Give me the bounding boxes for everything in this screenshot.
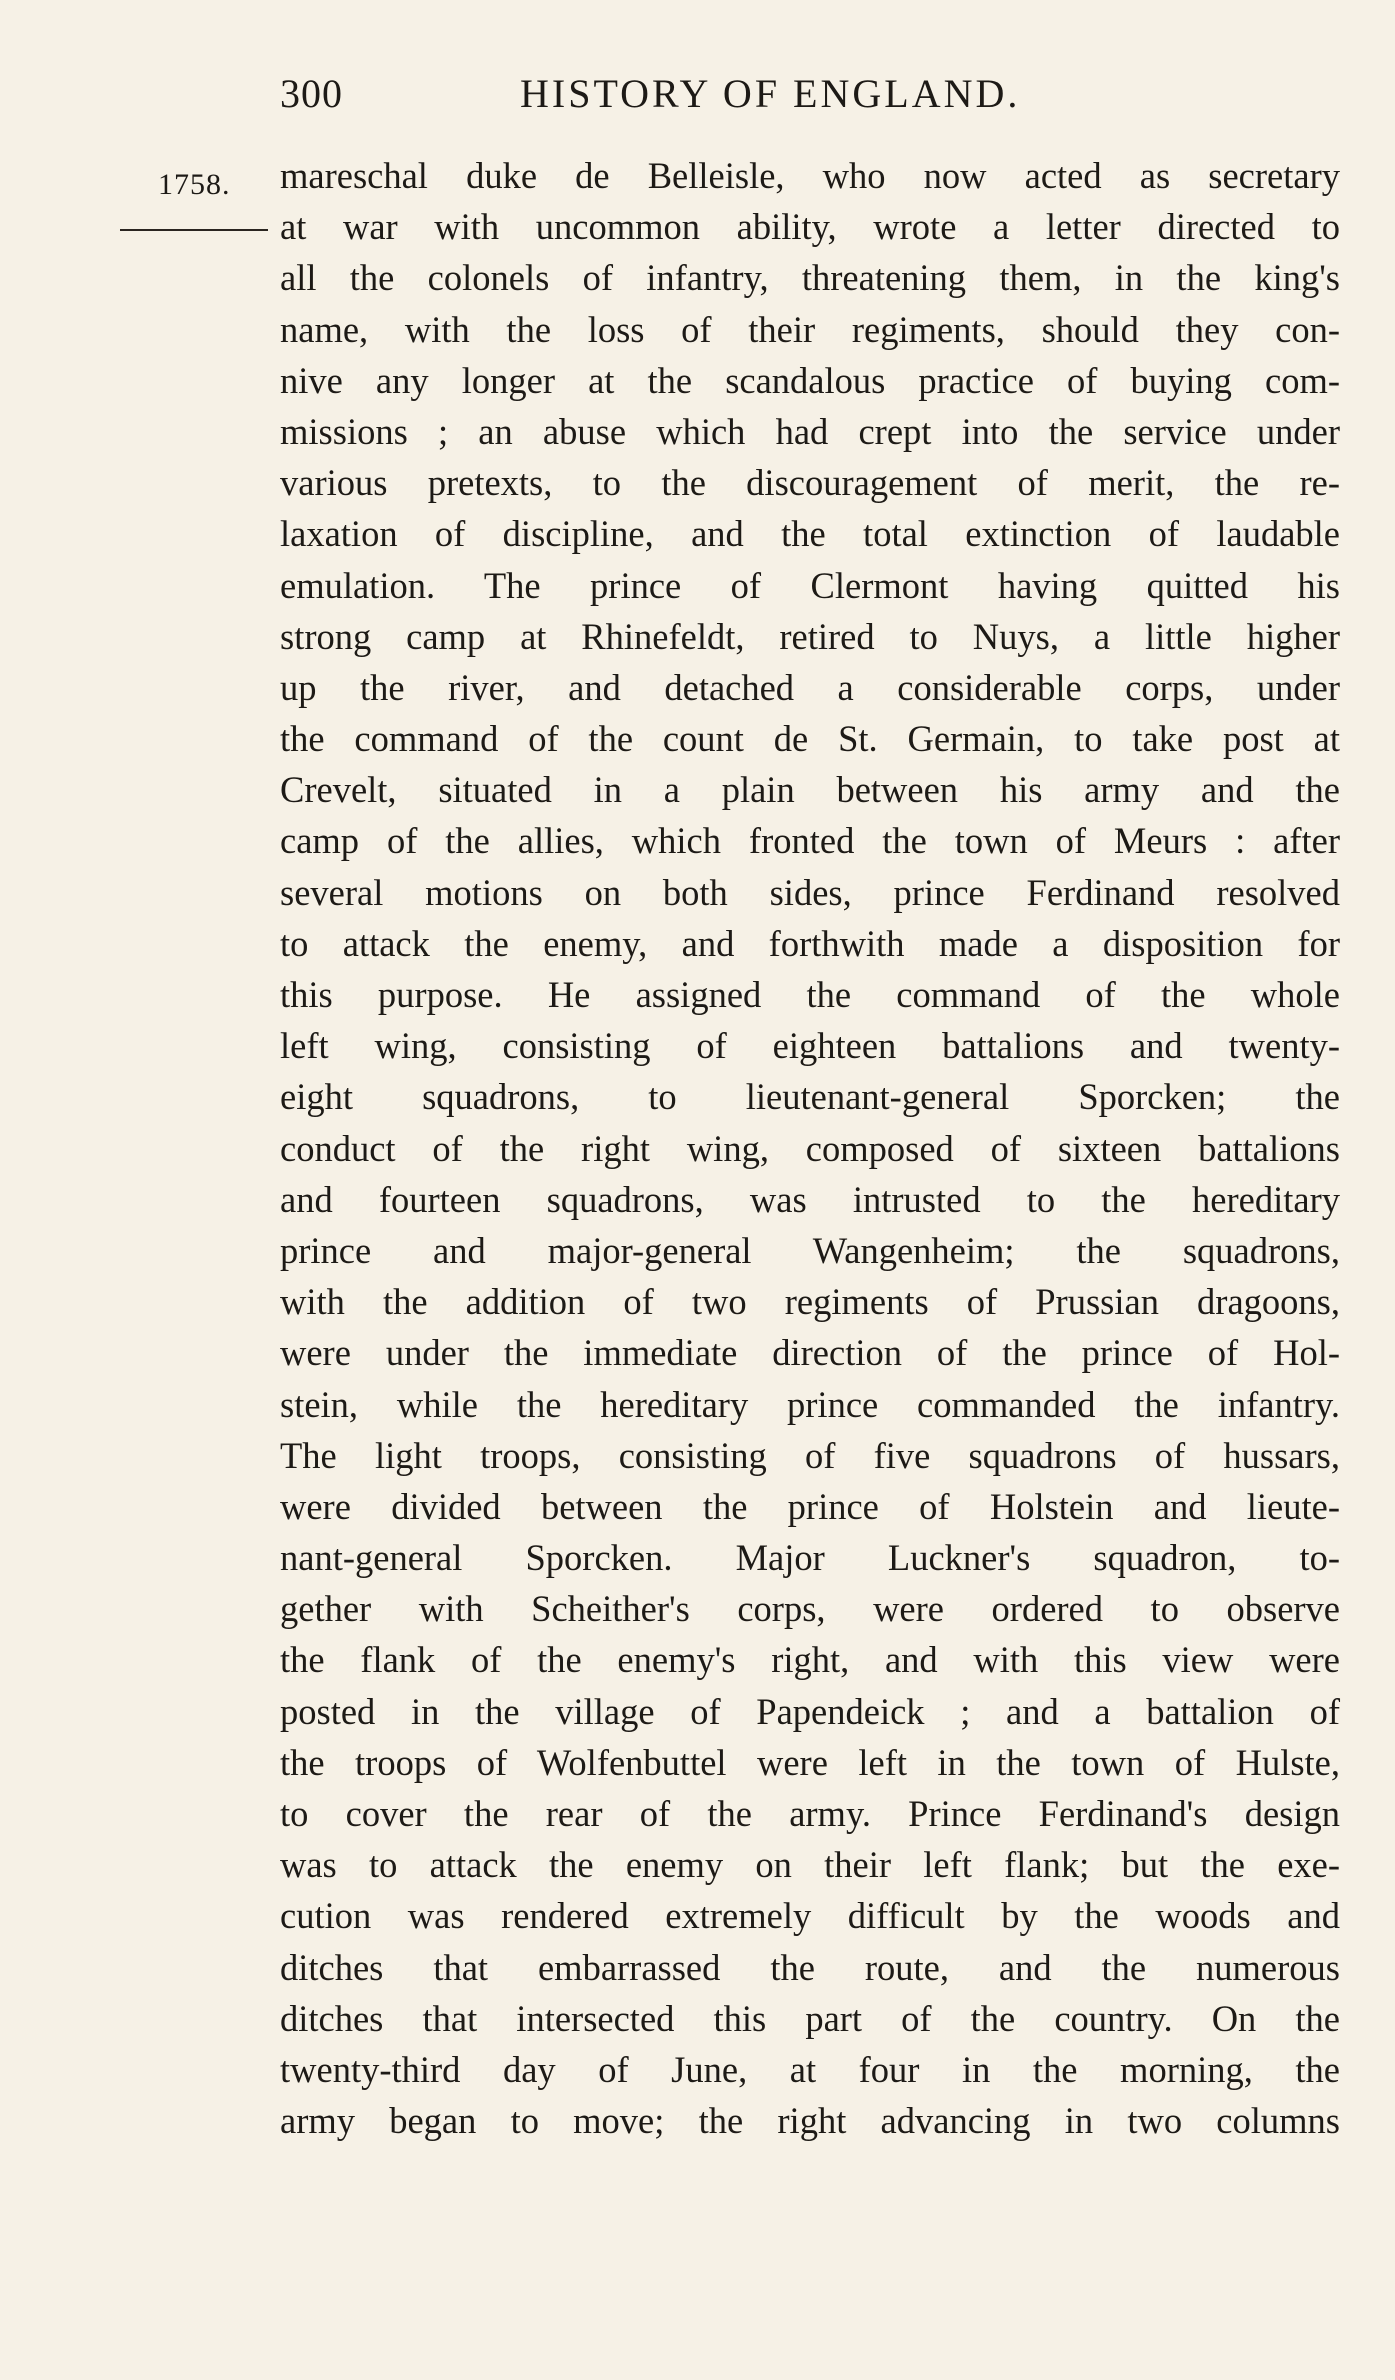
margin-rule [120,229,268,231]
text-line: name, with the loss of their regiments, should they con- [280,308,1340,350]
text-line: ditches that embarrassed the route, and the numerous [280,1946,1340,1988]
body-text [280,150,1340,2146]
text-line: Crevelt, situated in a plain between his army and the [280,769,1340,811]
text-line: eight squadrons, to lieutenant-general Sporcken; the [280,1076,1340,1118]
text-line: laxation of discipline, and the total extinction of laudable [280,513,1340,555]
text-line: several motions on both sides, prince Ferdinand resolved [280,871,1340,913]
text-line: the flank of the enemy's right, and with this view were [280,1639,1340,1681]
text-line: conduct of the right wing, composed of sixteen battalions [280,1127,1340,1169]
text-line: nive any longer at the scandalous practice of buying com- [280,359,1340,401]
text-line: this purpose. He assigned the command of the whole [280,974,1340,1015]
text-line: to cover the rear of the army. Prince Ferdinand's design [280,1793,1340,1834]
text-line: army began to move; the right advancing in two columns [280,2100,1340,2142]
page-header [280,70,1340,130]
text-line: prince and major-general Wangenheim; the squadrons, [280,1229,1340,1271]
text-line: various pretexts, to the discouragement of merit, the re- [280,462,1340,504]
text-line: left wing, consisting of eighteen battalions and twenty- [280,1025,1340,1067]
text-line: emulation. The prince of Clermont having quitted his [280,564,1340,606]
text-line: twenty-third day of June, at four in the morning, the [280,2048,1340,2090]
text-line: mareschal duke de Belleisle, who now acted as secretary [280,155,1340,196]
text-line: strong camp at Rhinefeldt, retired to Nuys, a little higher [280,615,1340,657]
text-line: posted in the village of Papendeick ; and a battalion of [280,1690,1340,1732]
running-head: HISTORY OF ENGLAND. [520,71,1021,116]
text-line: to attack the enemy, and forthwith made a disposition for [280,922,1340,964]
text-line: gether with Scheither's corps, were ordered to observe [280,1588,1340,1630]
text-line: the command of the count de St. Germain, to take post at [280,718,1340,760]
text-line: and fourteen squadrons, was intrusted to the hereditary [280,1178,1340,1220]
text-line: missions ; an abuse which had crept into the service under [280,410,1340,452]
text-line: the troops of Wolfenbuttel were left in the town of Hulste, [280,1741,1340,1783]
text-line: nant-general Sporcken. Major Luckner's squadron, to- [280,1537,1340,1579]
text-line: were divided between the prince of Holstein and lieute- [280,1485,1340,1527]
text-line: with the addition of two regiments of Prussian dragoons, [280,1281,1340,1323]
text-line: ditches that intersected this part of the country. On the [280,1997,1340,2039]
text-line: camp of the allies, which fronted the town of Meurs : after [280,820,1340,862]
text-line: all the colonels of infantry, threatening them, in the king's [280,257,1340,299]
text-line: up the river, and detached a considerable corps, under [280,666,1340,708]
text-line: cution was rendered extremely difficult by the woods and [280,1895,1340,1937]
text-line: The light troops, consisting of five squadrons of hussars, [280,1434,1340,1476]
text-line: stein, while the hereditary prince commanded the infantry. [280,1383,1340,1425]
text-line: at war with uncommon ability, wrote a letter directed to [280,206,1340,248]
page-number: 300 [280,71,343,116]
margin-year: 1758. [158,168,231,201]
text-line: were under the immediate direction of the prince of Hol- [280,1332,1340,1374]
text-line: was to attack the enemy on their left flank; but the exe- [280,1844,1340,1886]
